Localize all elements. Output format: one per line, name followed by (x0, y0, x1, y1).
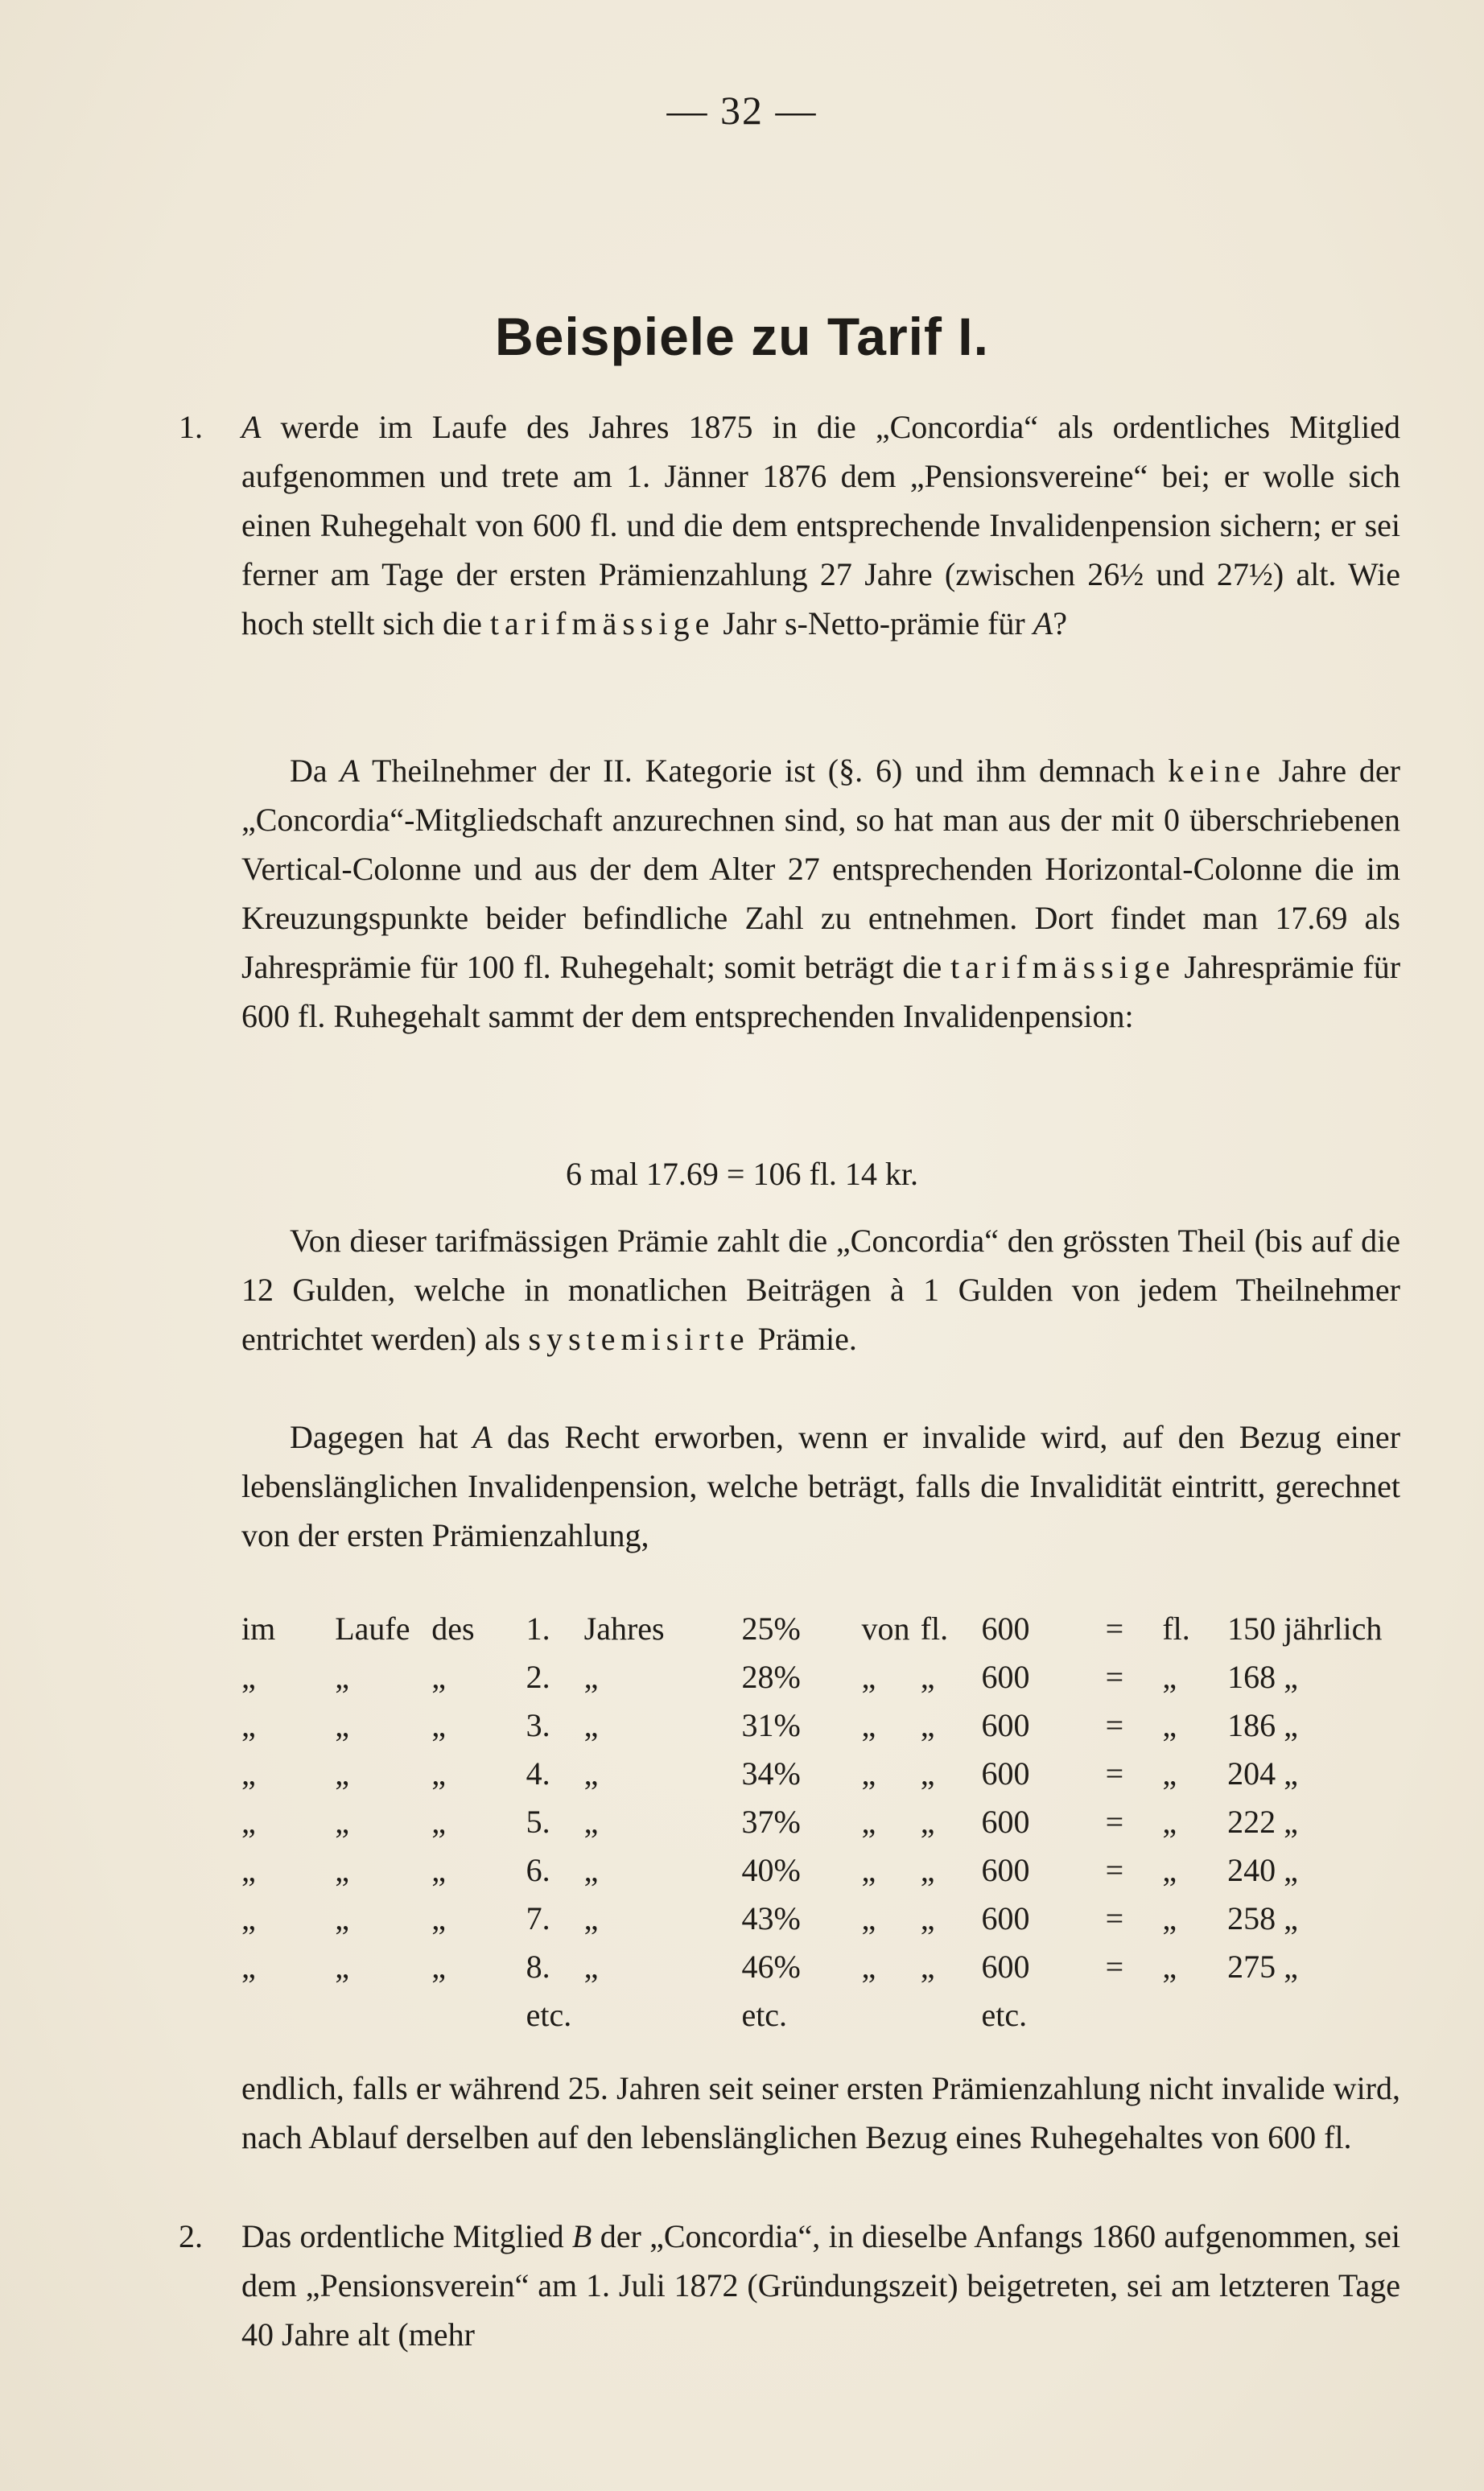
schedule-cell: = (1105, 1900, 1124, 1936)
schedule-cell: „ (861, 1755, 876, 1792)
schedule-cell: „ (920, 1852, 935, 1888)
schedule-cell: „ (431, 1900, 446, 1936)
schedule-row (241, 1895, 1400, 1943)
schedule-cell: „ (583, 1949, 599, 1985)
schedule-cell: = (1105, 1707, 1124, 1743)
schedule-cell: „ (335, 1852, 349, 1888)
schedule-cell: „ (431, 1949, 446, 1985)
schedule-cell: 600 (981, 1949, 1030, 1985)
schedule-cell: „ (920, 1755, 935, 1792)
schedule-cell: „ (920, 1659, 935, 1695)
schedule-cell: 8. (526, 1949, 550, 1985)
example-1-invalid-pension: Dagegen hat A das Recht erworben, wenn er invalide wird, auf den Bezug einer lebenslänglichen Invalidenpension, welche beträgt, falls die Invalidität eintritt, gerechnet von der ersten Prämienzahlung, (241, 1419, 1401, 1553)
example-1-systemised-premium: Von dieser tarifmässigen Prämie zahlt die „Concordia“ den grössten Theil (bis auf die 12 Gulden, welche in monatlichen Beiträgen à 1 Gulden von jedem Theilnehmer entrichtet werden) als systemisirte Prämie. (241, 1223, 1400, 1357)
schedule-cell: 186 „ (1227, 1707, 1298, 1743)
schedule-cell: = (1105, 1949, 1124, 1985)
schedule-cell: 25% (741, 1610, 801, 1647)
schedule-cell: „ (335, 1707, 349, 1743)
schedule-cell: „ (1162, 1804, 1177, 1840)
schedule-cell: „ (431, 1755, 446, 1792)
schedule-cell: = (1105, 1755, 1124, 1792)
schedule-etc: etc. (526, 1997, 572, 2033)
schedule-row (241, 1750, 1400, 1798)
schedule-cell: „ (920, 1804, 935, 1840)
schedule-cell: Jahres (583, 1610, 665, 1647)
spaced-word: systemisirte (528, 1321, 750, 1357)
schedule-cell: 40% (741, 1852, 801, 1888)
schedule-cell: 150 jährlich (1227, 1610, 1383, 1647)
schedule-cell: 600 (981, 1610, 1030, 1647)
schedule-cell: „ (431, 1659, 446, 1695)
schedule-cell: 6. (526, 1852, 550, 1888)
example-2-number: 2. (179, 2218, 203, 2254)
schedule-cell: „ (861, 1900, 876, 1936)
schedule-cell: = (1105, 1852, 1124, 1888)
schedule-etc: etc. (981, 1997, 1028, 2033)
schedule-cell: 600 (981, 1900, 1030, 1936)
schedule-cell: 600 (981, 1804, 1030, 1840)
schedule-cell: „ (861, 1707, 876, 1743)
schedule-cell: 600 (981, 1755, 1030, 1792)
schedule-cell: Laufe (335, 1610, 410, 1647)
example-1-retirement: endlich, falls er während 25. Jahren seit seiner ersten Prämienzahlung nicht invalide wird, nach Ablauf derselben auf den lebenslänglichen Bezug eines Ruhegehaltes von 600 fl. (241, 2070, 1400, 2155)
var-a: A (1033, 605, 1053, 641)
schedule-cell: 600 (981, 1852, 1030, 1888)
schedule-cell: „ (1162, 1949, 1177, 1985)
schedule-cell: fl. (1162, 1610, 1190, 1647)
schedule-cell: „ (920, 1707, 935, 1743)
schedule-cell: „ (241, 1900, 256, 1936)
schedule-etc-row (241, 1991, 1400, 2039)
schedule-cell: „ (583, 1707, 599, 1743)
schedule-cell: 240 „ (1227, 1852, 1298, 1888)
schedule-cell: „ (861, 1852, 876, 1888)
schedule-row (241, 1798, 1400, 1846)
schedule-cell: 34% (741, 1755, 801, 1792)
schedule-cell: 275 „ (1227, 1949, 1298, 1985)
schedule-cell: 46% (741, 1949, 801, 1985)
schedule-cell: „ (1162, 1900, 1177, 1936)
schedule-cell: = (1105, 1610, 1124, 1647)
schedule-cell: „ (241, 1659, 256, 1695)
schedule-cell: „ (583, 1900, 599, 1936)
var-a: A (472, 1419, 493, 1455)
schedule-cell: von (861, 1610, 910, 1647)
page-number: — 32 — (666, 88, 818, 133)
schedule-cell: „ (335, 1900, 349, 1936)
schedule-cell: „ (431, 1707, 446, 1743)
page-title: Beispiele zu Tarif I. (495, 307, 989, 366)
schedule-cell: 37% (741, 1804, 801, 1840)
schedule-cell: = (1105, 1804, 1124, 1840)
pension-schedule-table (241, 1605, 1400, 2039)
schedule-cell: „ (1162, 1659, 1177, 1695)
schedule-cell: 4. (526, 1755, 550, 1792)
var-b: B (571, 2218, 592, 2254)
schedule-cell: 258 „ (1227, 1900, 1298, 1936)
schedule-cell: „ (241, 1755, 256, 1792)
schedule-body (241, 1605, 1400, 2039)
schedule-cell: 2. (526, 1659, 550, 1695)
calculation-formula: 6 mal 17.69 = 106 fl. 14 kr. (565, 1156, 919, 1192)
schedule-etc: etc. (741, 1997, 788, 2033)
schedule-cell: „ (431, 1852, 446, 1888)
example-1-question: A werde im Laufe des Jahres 1875 in die „Concordia“ als ordentliches Mitglied aufgenommen und trete am 1. Jänner 1876 dem „Pensionsvereine“ bei; er wolle sich einen Ruhegehalt von 600 fl. und die dem entsprechende Invalidenpension sichern; er sei ferner am Tage der ersten Prämienzahlung 27 Jahre (zwischen 26½ und 27½) alt. Wie hoch stellt sich die tarifmässige Jahr s-Netto-prämie für A? (241, 409, 1400, 641)
schedule-row (241, 1653, 1400, 1701)
schedule-cell: im (241, 1610, 276, 1647)
schedule-cell: „ (861, 1804, 876, 1840)
schedule-cell: „ (1162, 1707, 1177, 1743)
schedule-cell: „ (861, 1949, 876, 1985)
schedule-cell: des (431, 1610, 475, 1647)
schedule-row (241, 1701, 1400, 1750)
schedule-cell: „ (920, 1900, 935, 1936)
schedule-row (241, 1846, 1400, 1895)
schedule-cell: „ (1162, 1755, 1177, 1792)
schedule-cell: „ (241, 1707, 256, 1743)
schedule-cell: „ (241, 1804, 256, 1840)
var-a: A (340, 753, 360, 789)
spaced-word: tarifmässige (489, 605, 715, 641)
schedule-cell: 31% (741, 1707, 801, 1743)
schedule-cell: 3. (526, 1707, 550, 1743)
spaced-word: keine (1168, 753, 1266, 789)
schedule-cell: „ (241, 1852, 256, 1888)
schedule-cell: „ (431, 1804, 446, 1840)
schedule-cell: 600 (981, 1707, 1030, 1743)
schedule-cell: „ (583, 1804, 599, 1840)
schedule-cell: „ (335, 1949, 349, 1985)
example-1-answer: Da A Theilnehmer der II. Kategorie ist (§. 6) und ihm demnach keine Jahre der „Concordia“-Mitgliedschaft anzurechnen sind, so hat man aus der mit 0 überschriebenen Vertical-Colonne und aus der dem Alter 27 entsprechenden Horizontal-Colonne die im Kreuzungspunkte beider befindliche Zahl zu entnehmen. Dort findet man 17.69 als Jahresprämie für 100 fl. Ruhegehalt; somit beträgt die tarifmässige Jahresprämie für 600 fl. Ruhegehalt sammt der dem entsprechenden Invalidenpension: (241, 753, 1401, 1034)
schedule-cell: „ (241, 1949, 256, 1985)
schedule-cell: „ (1162, 1852, 1177, 1888)
schedule-cell: fl. (920, 1610, 949, 1647)
schedule-row (241, 1943, 1400, 1991)
schedule-row (241, 1605, 1400, 1653)
schedule-cell: 28% (741, 1659, 801, 1695)
schedule-cell: „ (583, 1659, 599, 1695)
schedule-cell: 43% (741, 1900, 801, 1936)
schedule-cell: „ (861, 1659, 876, 1695)
schedule-cell: „ (583, 1852, 599, 1888)
schedule-cell: 1. (526, 1610, 550, 1647)
schedule-cell: 7. (526, 1900, 550, 1936)
schedule-cell: 204 „ (1227, 1755, 1298, 1792)
schedule-cell: „ (920, 1949, 935, 1985)
schedule-cell: „ (335, 1659, 349, 1695)
spaced-word: tarifmässige (950, 949, 1176, 985)
schedule-cell: 5. (526, 1804, 550, 1840)
example-2-text: Das ordentliche Mitglied B der „Concordia“, in dieselbe Anfangs 1860 aufgenommen, sei dem „Pensionsverein“ am 1. Juli 1872 (Gründungszeit) beigetreten, sei am letzteren Tage 40 Jahre alt (mehr (241, 2218, 1400, 2353)
schedule-cell: „ (583, 1755, 599, 1792)
var-a: A (241, 409, 262, 445)
schedule-cell: = (1105, 1659, 1124, 1695)
example-1-number: 1. (179, 409, 203, 445)
schedule-cell: „ (335, 1804, 349, 1840)
schedule-cell: „ (335, 1755, 349, 1792)
schedule-cell: 600 (981, 1659, 1030, 1695)
schedule-cell: 222 „ (1227, 1804, 1298, 1840)
schedule-cell: 168 „ (1227, 1659, 1298, 1695)
